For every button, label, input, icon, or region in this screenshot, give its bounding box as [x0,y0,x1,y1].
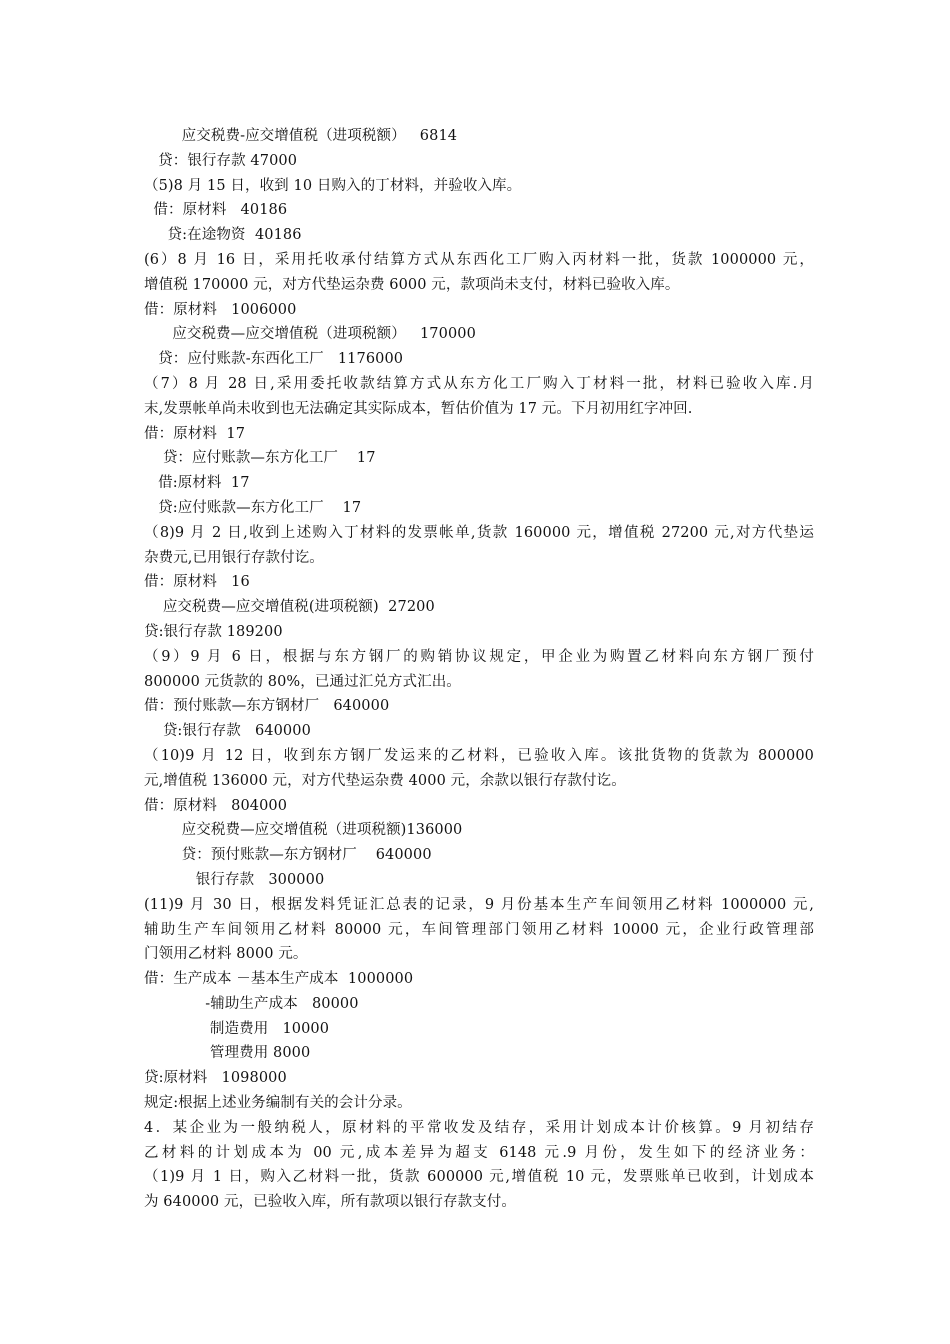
text-line: 贷:银行存款 189200 [144,623,283,640]
text-line: 借：预付账款—东方钢材厂 640000 [144,698,390,715]
text-line: （10)9 月 12 日，收到东方钢厂发运来的乙材料，已验收入库。该批货物的货款为 800000 [144,747,814,764]
text-line: 为 640000 元，已验收入库，所有款项以银行存款支付。 [144,1194,516,1211]
text-line: 末,发票帐单尚未收到也无法确定其实际成本，暂估价值为 17 元。下月初用红字冲回. [144,400,693,417]
text-line: 借：原材料 16 [144,574,250,591]
text-line: 应交税费—应交增值税（进项税额)136000 [144,822,463,839]
text-line: 借：原材料 17 [144,425,246,442]
text-line: 银行存款 300000 [144,871,325,888]
text-line: 杂费元,已用银行存款付讫。 [144,549,324,566]
text-line: 贷：应付账款—东方化工厂 17 [144,450,376,467]
text-line: -辅助生产成本 80000 [144,995,359,1012]
document-body [144,124,814,1215]
text-line: 应交税费-应交增值税（进项税额） 6814 [144,128,458,144]
text-line: 贷:应付账款—东方化工厂 17 [144,499,362,516]
text-line: 800000 元货款的 80%，已通过汇兑方式汇出。 [144,673,461,690]
text-line: 管理费用 8000 [144,1045,311,1062]
text-line: (11)9 月 30 日，根据发料凭证汇总表的记录，9 月份基本生产车间领用乙材料 1000000 元, [144,896,814,913]
text-line: 借：原材料 40186 [144,202,288,219]
text-line: 规定:根据上述业务编制有关的会计分录。 [144,1095,412,1112]
text-line: 借:原材料 17 [144,475,250,492]
text-line: 门领用乙材料 8000 元。 [144,946,308,963]
text-line: （9）9 月 6 日，根据与东方钢厂的购销协议规定，甲企业为购置乙材料向东方钢厂预付 [144,648,814,665]
text-line: 贷:原材料 1098000 [144,1070,287,1087]
text-line: 制造费用 10000 [144,1020,330,1037]
text-line: 辅助生产车间领用乙材料 80000 元，车间管理部门领用乙材料 10000 元，企业行政管理部 [144,921,814,938]
text-line: 借：原材料 1006000 [144,301,297,318]
text-line: 贷：应付账款-东西化工厂 1176000 [144,351,404,368]
text-line: 贷：银行存款 47000 [144,152,298,169]
text-line: 元,增值税 136000 元，对方代垫运杂费 4000 元，余款以银行存款付讫。 [144,772,626,789]
text-line: 增值税 170000 元，对方代垫运杂费 6000 元，款项尚未支付，材料已验收入库。 [144,276,680,293]
text-line: （5)8 月 15 日，收到 10 日购入的丁材料，并验收入库。 [144,177,522,194]
text-line: 应交税费—应交增值税（进项税额） 170000 [144,326,476,343]
text-line: 乙材料的计划成本为 00 元,成本差异为超支 6148 元.9 月份，发生如下的经济业务： [144,1144,814,1161]
text-line: (6）8 月 16 日，采用托收承付结算方式从东西化工厂购入丙材料一批，货款 1000000 元， [144,251,814,268]
text-line: （8)9 月 2 日,收到上述购入丁材料的发票帐单,货款 160000 元，增值税 27200 元,对方代垫运 [144,524,814,541]
text-line: 贷:银行存款 640000 [144,723,311,740]
text-line: 借：生产成本 －基本生产成本 1000000 [144,971,414,988]
text-line: 借：原材料 804000 [144,797,288,814]
text-line: （1)9 月 1 日，购入乙材料一批，货款 600000 元,增值税 10 元，发票账单已收到，计划成本 [144,1169,814,1186]
text-line: （7）8 月 28 日,采用委托收款结算方式从东方化工厂购入丁材料一批，材料已验收入库.月 [144,375,814,392]
text-line: 贷：预付账款—东方钢材厂 640000 [144,847,432,864]
text-line: 应交税费—应交增值税(进项税额) 27200 [144,599,435,616]
text-line: 贷:在途物资 40186 [144,227,302,244]
text-line: 4．某企业为一般纳税人，原材料的平常收发及结存，采用计划成本计价核算。9 月初结存 [144,1119,814,1136]
